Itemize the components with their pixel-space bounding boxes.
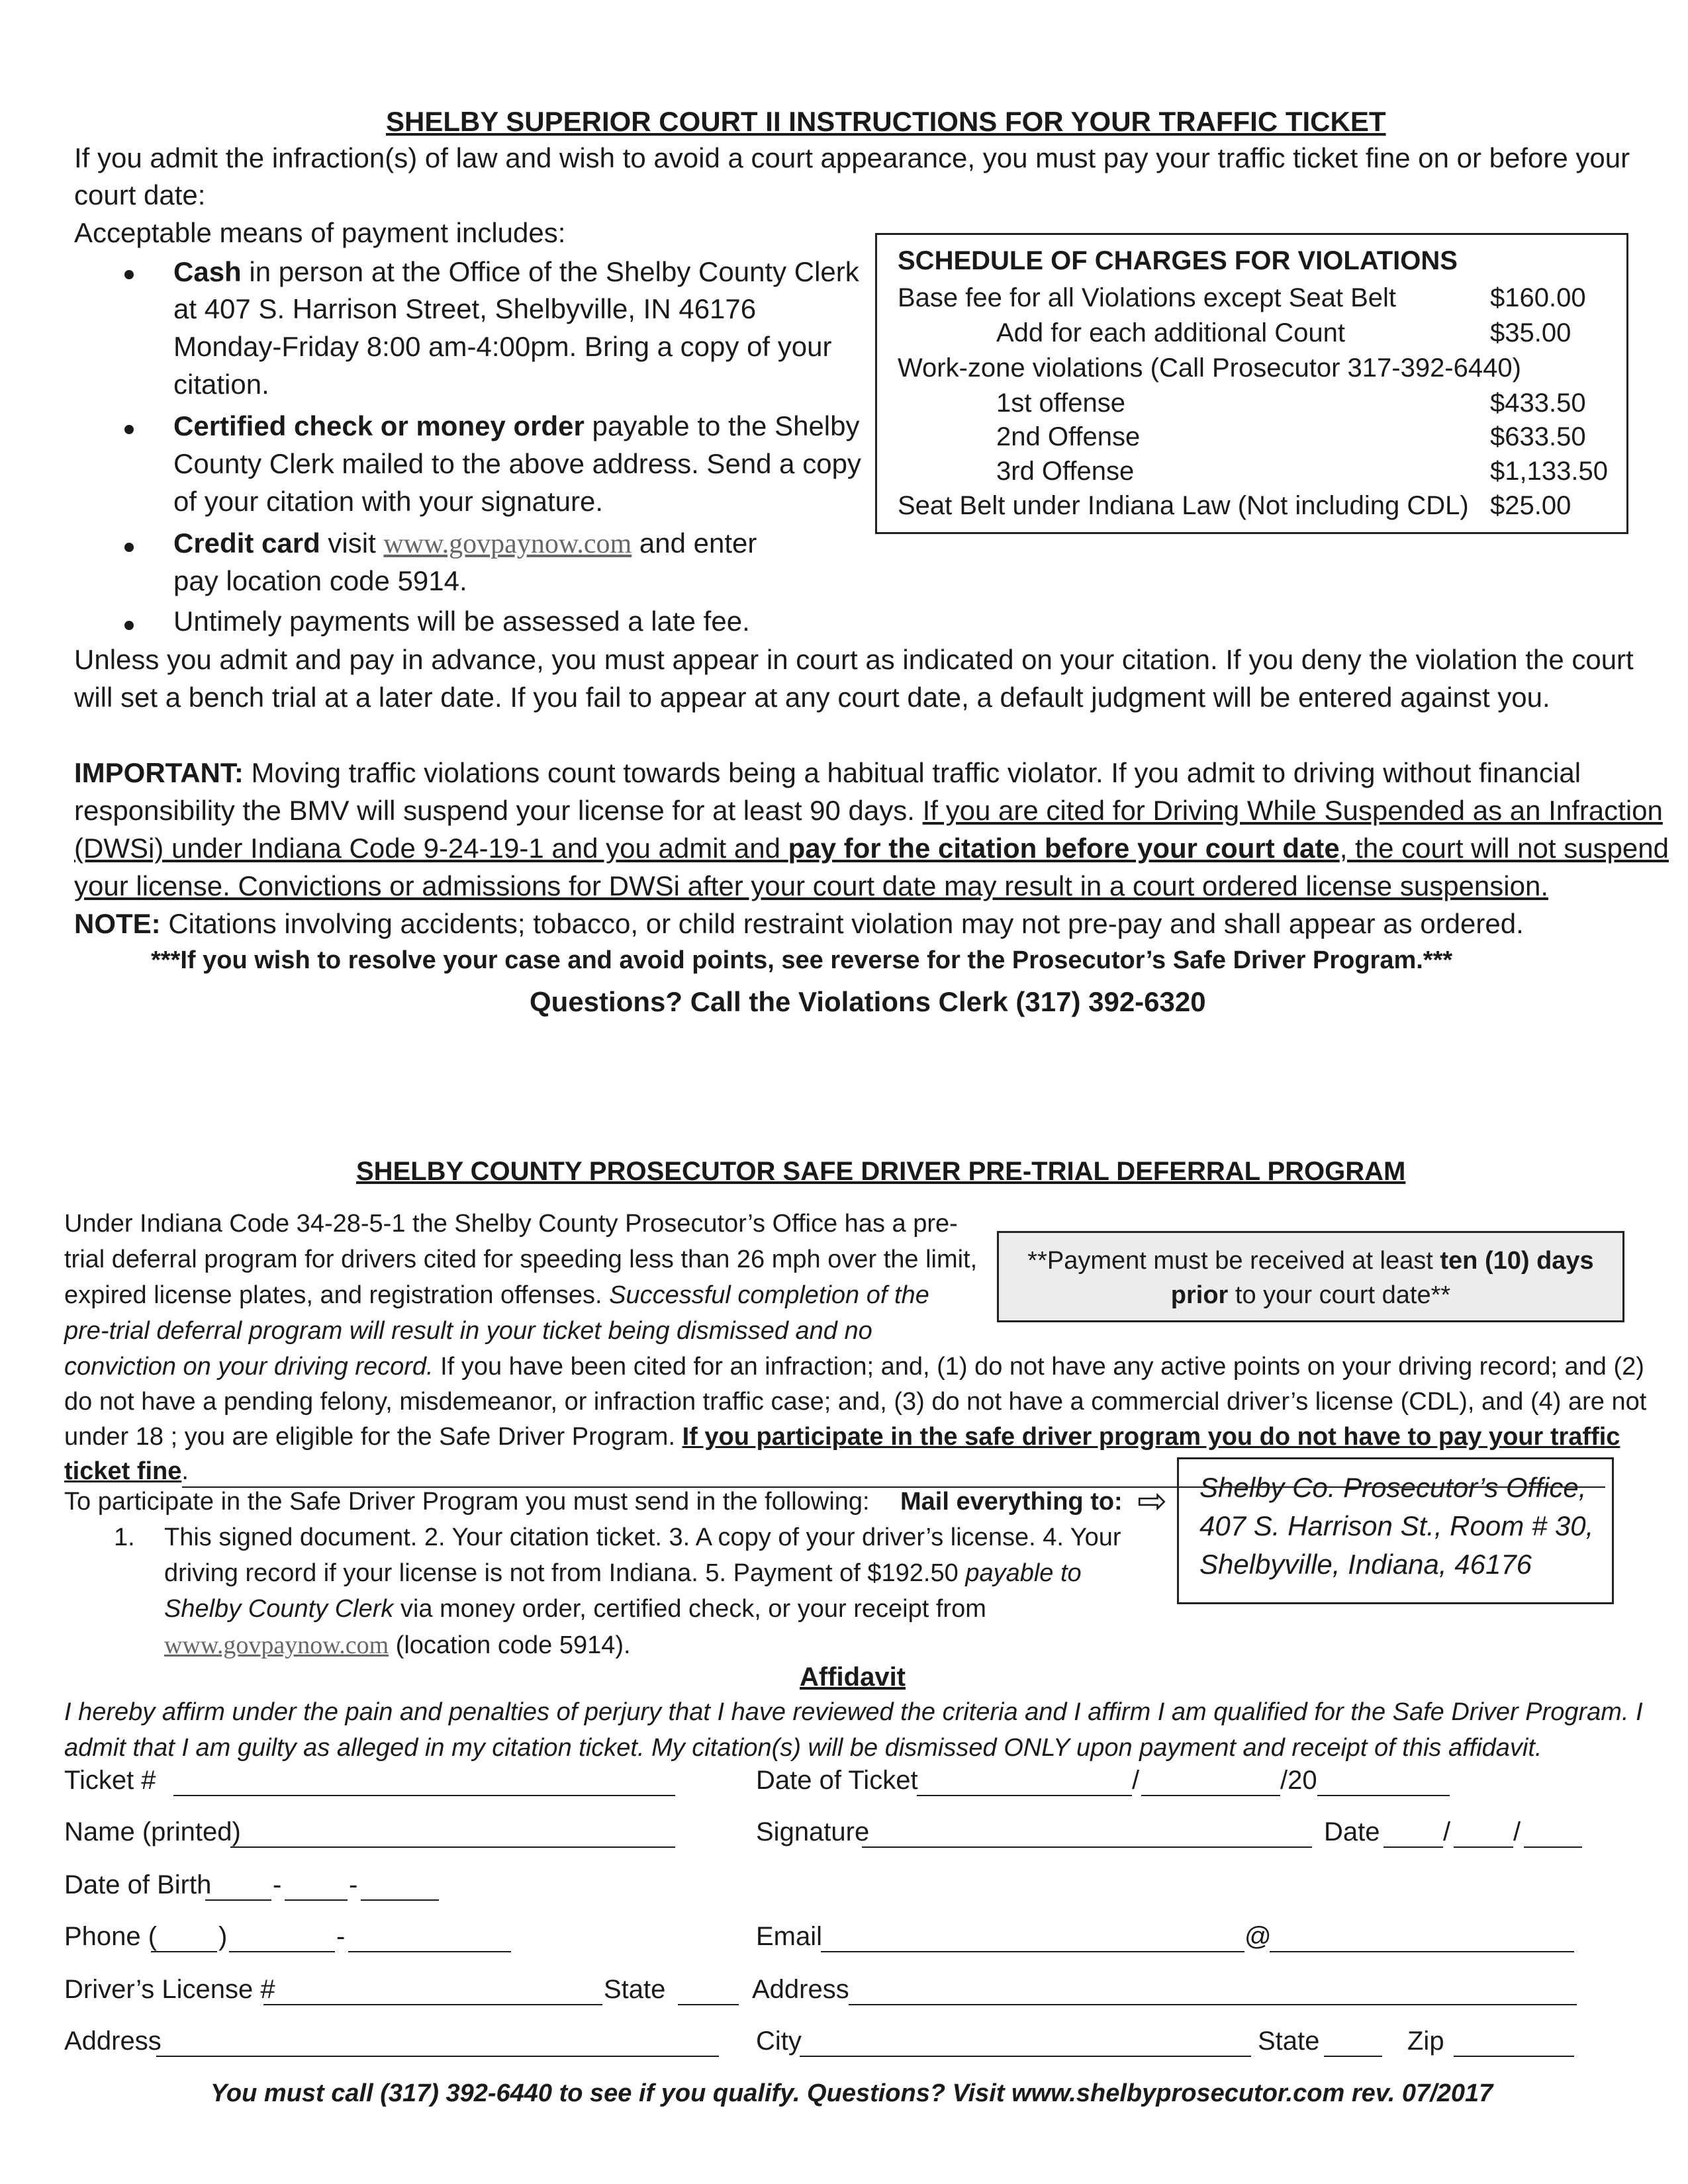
item-line-2 — [164, 1559, 1082, 1588]
item-number: 1. — [114, 1524, 135, 1551]
city-label: City — [756, 2026, 802, 2056]
date-separator: / — [1132, 1766, 1140, 1795]
address-field-right[interactable] — [849, 2004, 1577, 2005]
cash-line-1 — [173, 256, 859, 288]
schedule-title: SCHEDULE OF CHARGES FOR VIOLATIONS — [898, 246, 1458, 275]
schedule-box — [875, 233, 1628, 534]
payment-notice-line-1 — [997, 1247, 1624, 1275]
email-at: @ — [1244, 1922, 1272, 1951]
bullet-icon — [124, 543, 134, 552]
program-line-2: trial deferral program for drivers cited for speeding less than 26 mph over the limit, — [64, 1246, 978, 1273]
dob-label: Date of Birth — [64, 1870, 212, 1899]
program-bold-underlined: ticket fine — [64, 1457, 182, 1485]
item-italic: payable to — [965, 1559, 1082, 1587]
program-line-5 — [64, 1353, 1644, 1381]
item-line-3 — [164, 1595, 986, 1623]
footer-text: You must call (317) 392-6440 to see if you qualify. Questions? Visit www.shelbyprosecutor.com rev. 07/2017 — [211, 2079, 1493, 2107]
license-label: Driver’s License # — [64, 1975, 275, 2004]
name-label: Name (printed) — [64, 1817, 241, 1846]
questions-line: Questions? Call the Violations Clerk (317) 392-6320 — [530, 986, 1206, 1017]
address-label: Address — [752, 1975, 849, 2004]
signature-label: Signature — [756, 1817, 870, 1846]
schedule-row-label: 1st offense — [996, 388, 1125, 418]
check-line-3: of your citation with your signature. — [173, 486, 603, 517]
phone-area-field[interactable] — [151, 1951, 217, 1952]
important-underlined: If you are cited for Driving While Suspended as an Infraction — [922, 795, 1663, 826]
address-line-1: Shelby Co. Prosecutor’s Office, — [1199, 1472, 1587, 1503]
appear-line-1: Unless you admit and pay in advance, you must appear in court as indicated on your citation. If you deny the violation the court — [74, 644, 1634, 675]
ticket-month-field[interactable] — [917, 1795, 1132, 1796]
govpaynow-link[interactable]: www.govpaynow.com — [383, 529, 632, 559]
important-label: IMPORTANT: — [74, 757, 244, 788]
court-intro-line-2: court date: — [74, 179, 206, 210]
schedule-row-amount: $25.00 — [1490, 491, 1571, 520]
check-line-2: County Clerk mailed to the above address. Send a copy — [173, 448, 861, 479]
ticket-day-field[interactable] — [1141, 1795, 1280, 1796]
cash-line-3: Monday-Friday 8:00 am-4:00pm. Bring a copy of your — [173, 331, 832, 362]
program-text: If you have been cited for an infraction; and, (1) do not have any active points on your driving record; and (2) — [433, 1353, 1644, 1381]
date-of-ticket-label: Date of Ticket — [756, 1766, 918, 1795]
mail-label: Mail everything to: — [900, 1488, 1123, 1516]
program-line-1: Under Indiana Code 34-28-5-1 the Shelby County Prosecutor’s Office has a pre- — [64, 1210, 958, 1238]
important-text: , the court will not suspend — [1339, 833, 1669, 864]
year-prefix: /20 — [1280, 1766, 1317, 1795]
bullet-icon — [124, 270, 134, 279]
date-month-field[interactable] — [1383, 1846, 1443, 1848]
notice-text: to your court date** — [1228, 1281, 1451, 1309]
state-field[interactable] — [1324, 2056, 1382, 2057]
state-label: State — [1258, 2026, 1320, 2056]
name-field[interactable] — [230, 1846, 675, 1848]
program-text: . — [181, 1457, 189, 1485]
court-title: SHELBY SUPERIOR COURT II INSTRUCTIONS FOR YOUR TRAFFIC TICKET — [386, 106, 1386, 137]
email-domain-field[interactable] — [1270, 1951, 1574, 1952]
signature-field[interactable] — [862, 1846, 1312, 1848]
card-line-1 — [173, 527, 757, 560]
license-state-field[interactable] — [678, 2004, 739, 2005]
check-label: Certified check or money order — [173, 410, 585, 441]
schedule-row-amount: $35.00 — [1490, 318, 1571, 347]
item-text: driving record if your license is not from Indiana. 5. Payment of $192.50 — [164, 1559, 966, 1587]
address-field[interactable] — [156, 2056, 719, 2057]
schedule-row-label: Work-zone violations (Call Prosecutor 317-392-6440) — [898, 353, 1521, 383]
payment-heading: Acceptable means of payment includes: — [74, 217, 566, 248]
check-line-1 — [173, 410, 860, 442]
date-year-field[interactable] — [1524, 1846, 1582, 1848]
bullet-icon — [124, 621, 134, 630]
item-line-4 — [164, 1631, 631, 1660]
date-label: Date — [1324, 1817, 1380, 1846]
phone-separator: - — [336, 1922, 346, 1951]
dob-day-field[interactable] — [285, 1899, 348, 1901]
ticket-year-field[interactable] — [1317, 1795, 1450, 1796]
dob-month-field[interactable] — [205, 1899, 271, 1901]
program-line-8 — [64, 1457, 189, 1486]
affidavit-line-2: admit that I am guilty as alleged in my citation ticket. My citation(s) will be dismissed ONLY upon payment and receipt of this affidavit. — [64, 1734, 1542, 1762]
check-text: payable to the Shelby — [584, 410, 860, 441]
program-text: expired license plates, and registration offenses. — [64, 1281, 610, 1309]
program-italic: Successful completion of the — [609, 1281, 929, 1309]
program-text: under 18 ; you are eligible for the Safe Driver Program. — [64, 1423, 682, 1451]
important-line-1 — [74, 757, 1581, 789]
phone-line-field[interactable] — [348, 1951, 511, 1952]
important-bold: pay for the citation before your court date — [788, 833, 1340, 864]
schedule-row-amount: $633.50 — [1490, 422, 1586, 451]
schedule-row-label: 3rd Offense — [996, 457, 1135, 486]
card-text: and enter — [632, 527, 757, 559]
program-italic: conviction on your driving record. — [64, 1353, 434, 1381]
item-text: via money order, certified check, or your receipt from — [393, 1595, 986, 1623]
reverse-notice: ***If you wish to resolve your case and avoid points, see reverse for the Prosecutor’s Safe Driver Program.*** — [151, 946, 1453, 974]
program-bold-underlined: If you participate in the safe driver program you do not have to pay your traffic — [682, 1423, 1620, 1451]
important-text: responsibility the BMV will suspend your license for at least 90 days. — [74, 795, 923, 826]
ticket-number-label: Ticket # — [64, 1766, 156, 1795]
item-italic: Shelby County Clerk — [164, 1595, 394, 1623]
cash-label: Cash — [173, 256, 242, 287]
arrow-right-icon: ⇨ — [1137, 1481, 1168, 1521]
court-intro-line-1: If you admit the infraction(s) of law and wish to avoid a court appearance, you must pay your traffic ticket fine on or before your — [74, 142, 1630, 173]
address-line-2: 407 S. Harrison St., Room # 30, — [1199, 1510, 1594, 1541]
cash-text: in person at the Office of the Shelby County Clerk — [241, 256, 859, 287]
email-label: Email — [756, 1922, 823, 1951]
notice-text: **Payment must be received at least — [1027, 1247, 1440, 1275]
cash-line-2: at 407 S. Harrison Street, Shelbyville, IN 46176 — [173, 293, 757, 324]
phone-prefix-field[interactable] — [229, 1951, 335, 1952]
card-line-2: pay location code 5914. — [173, 565, 467, 596]
date-separator: / — [1443, 1817, 1451, 1846]
note-text: Citations involving accidents; tobacco, or child restraint violation may not pre-pay and shall appear as ordered. — [160, 908, 1524, 939]
item-line-1: This signed document. 2. Your citation ticket. 3. A copy of your driver’s license. 4. Your — [164, 1524, 1121, 1551]
important-line-3 — [74, 833, 1669, 864]
affidavit-line-1: I hereby affirm under the pain and penalties of perjury that I have reviewed the criteria and I affirm I am qualified for the Safe Driver Program. I — [64, 1698, 1643, 1726]
participate-line: To participate in the Safe Driver Program you must send in the following: — [64, 1488, 870, 1516]
program-line-7 — [64, 1423, 1620, 1451]
dob-separator: - — [349, 1870, 358, 1899]
license-state-label: State — [604, 1975, 666, 2004]
city-field[interactable] — [800, 2056, 1251, 2057]
program-line-6: do not have a pending felony, misdemeanor, or infraction traffic case; and, (3) do not have a commercial driver’s license (CDL), and (4) are not — [64, 1388, 1647, 1416]
appear-line-2: will set a bench trial at a later date. If you fail to appear at any court date, a default judgment will be entered against you. — [74, 682, 1550, 713]
govpaynow-link[interactable]: www.govpaynow.com — [164, 1631, 389, 1659]
license-field[interactable] — [263, 2004, 602, 2005]
date-separator: / — [1513, 1817, 1521, 1846]
date-day-field[interactable] — [1454, 1846, 1513, 1848]
important-text: Moving traffic violations count towards being a habitual traffic violator. If you admit to driving without financial — [243, 757, 1581, 788]
email-user-field[interactable] — [821, 1951, 1244, 1952]
notice-bold: prior — [1170, 1281, 1229, 1309]
program-line-3 — [64, 1281, 929, 1310]
dob-year-field[interactable] — [361, 1899, 439, 1901]
notice-bold: ten (10) days — [1440, 1247, 1594, 1275]
zip-label: Zip — [1407, 2026, 1444, 2056]
schedule-row-label: 2nd Offense — [996, 422, 1141, 451]
schedule-row-amount: $433.50 — [1490, 388, 1586, 418]
late-fee-text: Untimely payments will be assessed a late fee. — [173, 606, 750, 637]
schedule-row-amount: $160.00 — [1490, 283, 1586, 312]
important-text: (DWSi) under Indiana Code 9-24-19-1 and you admit and — [74, 833, 788, 864]
card-label: Credit card — [173, 527, 320, 559]
address-line-3: Shelbyville, Indiana, 46176 — [1199, 1549, 1532, 1580]
schedule-row-label: Base fee for all Violations except Seat Belt — [898, 283, 1397, 312]
address-label: Address — [64, 2026, 162, 2056]
schedule-row-amount: $1,133.50 — [1490, 457, 1608, 486]
zip-field[interactable] — [1454, 2056, 1574, 2057]
important-line-4: your license. Convictions or admissions for DWSi after your court date may result in a court ordered license suspension. — [74, 870, 1548, 901]
program-line-4: pre-trial deferral program will result in your ticket being dismissed and no — [64, 1317, 872, 1345]
ticket-number-field[interactable] — [173, 1795, 675, 1796]
schedule-row-label: Add for each additional Count — [996, 318, 1346, 347]
card-visit-text: visit — [320, 527, 384, 559]
note-line — [74, 908, 1524, 940]
phone-paren: ) — [218, 1922, 228, 1951]
bullet-icon — [124, 425, 134, 434]
schedule-row-label: Seat Belt under Indiana Law (Not including CDL) — [898, 491, 1469, 520]
dob-separator: - — [273, 1870, 282, 1899]
item-text: (location code 5914). — [389, 1631, 631, 1659]
affidavit-title: Affidavit — [800, 1662, 906, 1692]
cash-line-4: citation. — [173, 369, 269, 400]
payment-notice-line-2 — [997, 1281, 1624, 1310]
phone-label: Phone ( — [64, 1922, 158, 1951]
prosecutor-title: SHELBY COUNTY PROSECUTOR SAFE DRIVER PRE-TRIAL DEFERRAL PROGRAM — [356, 1157, 1406, 1186]
note-label: NOTE: — [74, 908, 161, 939]
important-line-2 — [74, 795, 1663, 827]
